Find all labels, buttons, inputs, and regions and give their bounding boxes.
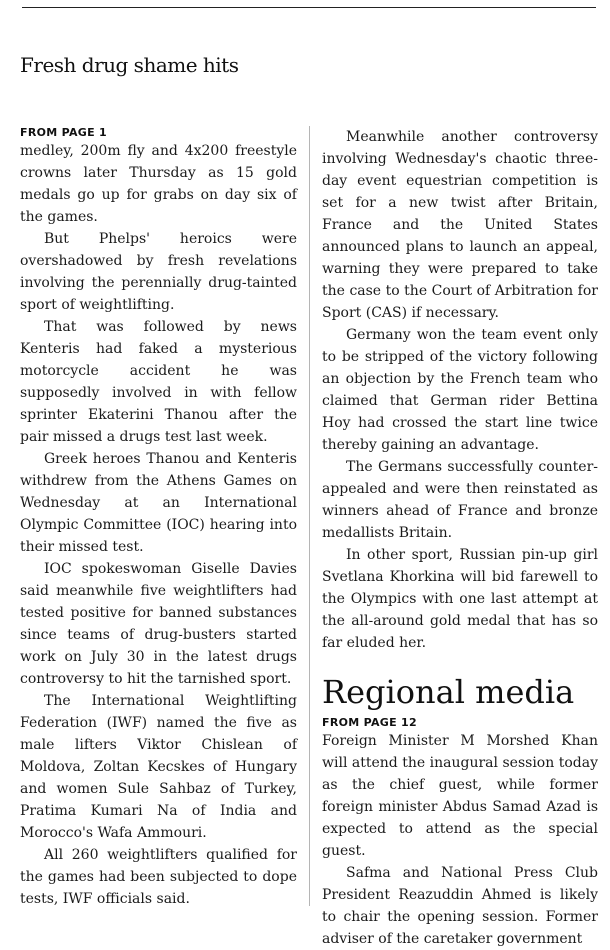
section-headline: Regional media [322,673,575,711]
article-paragraph: That was followed by news Kenteris had faked a mysterious motorcycle accident he was supposedly involved in with fellow sprinter Ekaterini Thanou after the pair missed a drugs test last week. [20,319,297,445]
right-column [322,126,598,950]
article-paragraph: The International Weightlifting Federation (IWF) named the five as male lifters Viktor Chislean of Moldova, Zoltan Kecskes of Hungary and women Sule Sahbaz of Turkey, Pratima Kumari Na of India and Morocco's Wafa Ammouri. [20,693,297,841]
continuation-kicker: FROM PAGE 1 [20,126,108,139]
article-paragraph: Greek heroes Thanou and Kenteris withdrew from the Athens Games on Wednesday at an International Olympic Committee (IOC) hearing into their missed test. [20,451,297,555]
column-divider [309,126,310,906]
left-column [20,126,297,910]
article-paragraph: The Germans successfully counter-appealed and were then reinstated as winners ahead of France and bronze medallists Britain. [322,459,598,541]
article-paragraph: All 260 weightlifters qualified for the games had been subjected to dope tests, IWF officials said. [20,847,297,907]
article-paragraph: Meanwhile another controversy involving Wednesday's chaotic three-day event equestrian competition is set for a new twist after Britain, France and the United States announced plans to launch an appeal, warning they were prepared to take the case to the Court of Arbitration for Sport (CAS) if necessary. [322,129,598,321]
article-paragraph: medley, 200m fly and 4x200 freestyle crowns later Thursday as 15 gold medals go up for grabs on day six of the games. [20,143,297,225]
section-paragraph: Safma and National Press Club President Reazuddin Ahmed is likely to chair the opening session. Former adviser of the caretaker government [322,865,598,947]
section-paragraph: Foreign Minister M Morshed Khan will attend the inaugural session today as the chief guest, while former foreign minister Abdus Samad Azad is expected to attend as the special guest. [322,733,598,859]
article-paragraph: But Phelps' heroics were overshadowed by fresh revelations involving the perennially drug-tainted sport of weightlifting. [20,231,297,313]
top-rule [22,7,596,8]
article-paragraph: In other sport, Russian pin-up girl Svetlana Khorkina will bid farewell to the Olympics with one last attempt at the all-around gold medal that has so far eluded her. [322,547,598,651]
section-kicker: FROM PAGE 12 [322,716,417,729]
headline: Fresh drug shame hits [20,53,239,77]
article-paragraph: Germany won the team event only to be stripped of the victory following an objection by the French team who claimed that German rider Bettina Hoy had crossed the start line twice thereby gaining an advantage. [322,327,598,453]
article-paragraph: IOC spokeswoman Giselle Davies said meanwhile five weightlifters had tested positive for banned substances since teams of drug-busters started work on July 30 in the latest drugs controversy to hit the tarnished sport. [20,561,297,687]
